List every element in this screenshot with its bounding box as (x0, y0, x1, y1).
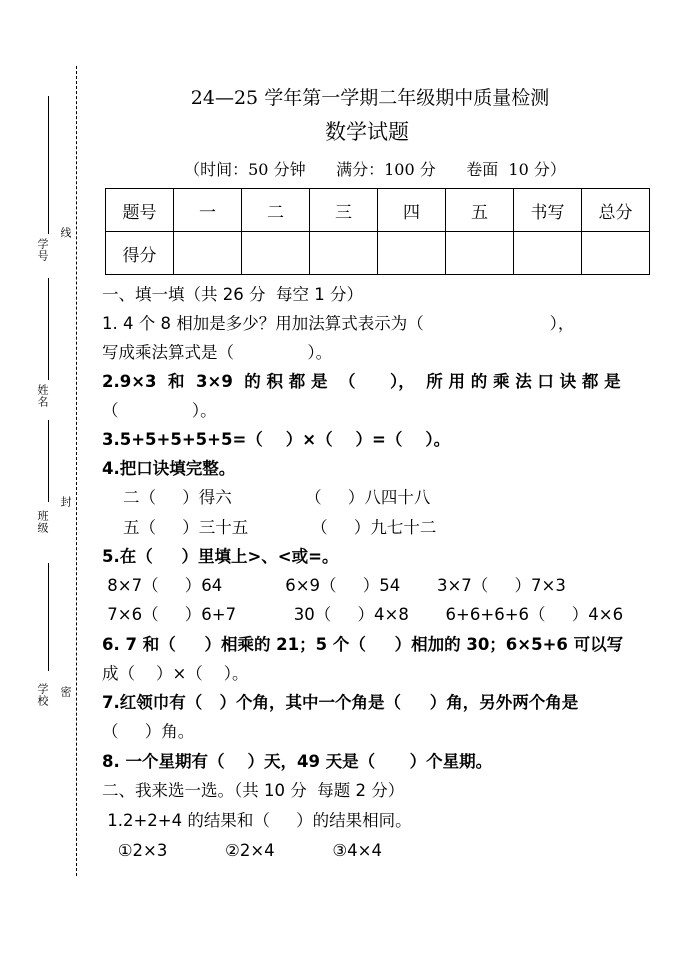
question-line: 4.把口诀填完整。 (102, 459, 236, 478)
question-line: 7×6（ ）6+7 30（ ）4×8 6+6+6+6（ ）4×6 (102, 605, 624, 624)
score-table-header-cell: 二 (242, 189, 310, 232)
fold-dashed-line (76, 66, 77, 876)
seal-char-line: 线 (59, 227, 72, 239)
score-table-header-cell: 三 (310, 189, 378, 232)
question-line: 二（ ）得六 （ ）八四十八 (102, 488, 431, 507)
score-cell (582, 232, 650, 275)
question-line: 8×7（ ）64 6×9（ ）54 3×7（ ）7×3 (102, 576, 566, 595)
exam-title: 24—25 学年第一学期二年级期中质量检测 (190, 87, 550, 109)
score-table-header-cell: 一 (174, 189, 242, 232)
score-table (105, 188, 650, 275)
name-label: 姓名 (36, 384, 49, 408)
score-table-header-cell: 总分 (582, 189, 650, 232)
seal-char-secret: 密 (59, 686, 72, 698)
class-field-line (48, 420, 49, 502)
score-table-header-row (106, 189, 650, 232)
exam-info: （时间：50 分钟 满分：100 分 卷面 10 分） (184, 160, 566, 179)
question-line: 7.红领巾有（ ）个角，其中一个角是（ ）角，另外两个角是 (102, 693, 579, 712)
score-table-score-row (106, 232, 650, 275)
school-label: 学校 (36, 683, 49, 707)
question-line: （ ）角。 (102, 722, 195, 741)
section1-heading: 一、填一填（共 26 分 每空 1 分） (102, 285, 363, 304)
student-id-label: 学号 (36, 238, 49, 262)
score-table-header-cell: 题号 (106, 189, 174, 232)
question-line: 2.9×3 和 3×9 的 积 都 是 （ ）， 所 用 的 乘 法 口 诀 都 是 (102, 372, 621, 391)
score-table-header-cell: 四 (378, 189, 446, 232)
score-table-header-cell: 书写 (514, 189, 582, 232)
question-line: 1. 4 个 8 相加是多少？用加法算式表示为（ ）， (102, 314, 575, 333)
question-line: 8. 一个星期有（ ）天，49 天是（ ）个星期。 (102, 752, 493, 771)
name-field-line (48, 278, 49, 380)
score-cell (378, 232, 446, 275)
score-row-label: 得分 (106, 232, 174, 275)
class-label: 班级 (36, 510, 49, 534)
seal-char-seal: 封 (59, 496, 72, 508)
question-line: 写成乘法算式是（ ）。 (102, 343, 333, 362)
question-line: 3.5+5+5+5+5=（ ）×（ ）=（ ）。 (102, 430, 451, 449)
subject-title: 数学试题 (325, 120, 409, 144)
score-cell (514, 232, 582, 275)
question-line: 五（ ）三十五 （ ）九七十二 (102, 518, 437, 537)
question-line: 成（ ）×（ ）。 (102, 664, 249, 683)
score-cell (242, 232, 310, 275)
score-cell (174, 232, 242, 275)
score-table-header-cell: 五 (446, 189, 514, 232)
school-field-line (48, 563, 49, 671)
question-line: 1.2+2+4 的结果和（ ）的结果相同。 (102, 811, 412, 830)
choice-options: ①2×3 ②2×4 ③4×4 (102, 841, 382, 860)
question-line: 5.在（ ）里填上>、<或=。 (102, 547, 339, 566)
score-cell (310, 232, 378, 275)
section2-heading: 二、我来选一选。（共 10 分 每题 2 分） (102, 781, 405, 800)
question-line: 6. 7 和（ ）相乘的 21；5 个（ ）相加的 30；6×5+6 可以写 (102, 635, 624, 654)
score-cell (446, 232, 514, 275)
question-line: （ ）。 (102, 401, 217, 420)
